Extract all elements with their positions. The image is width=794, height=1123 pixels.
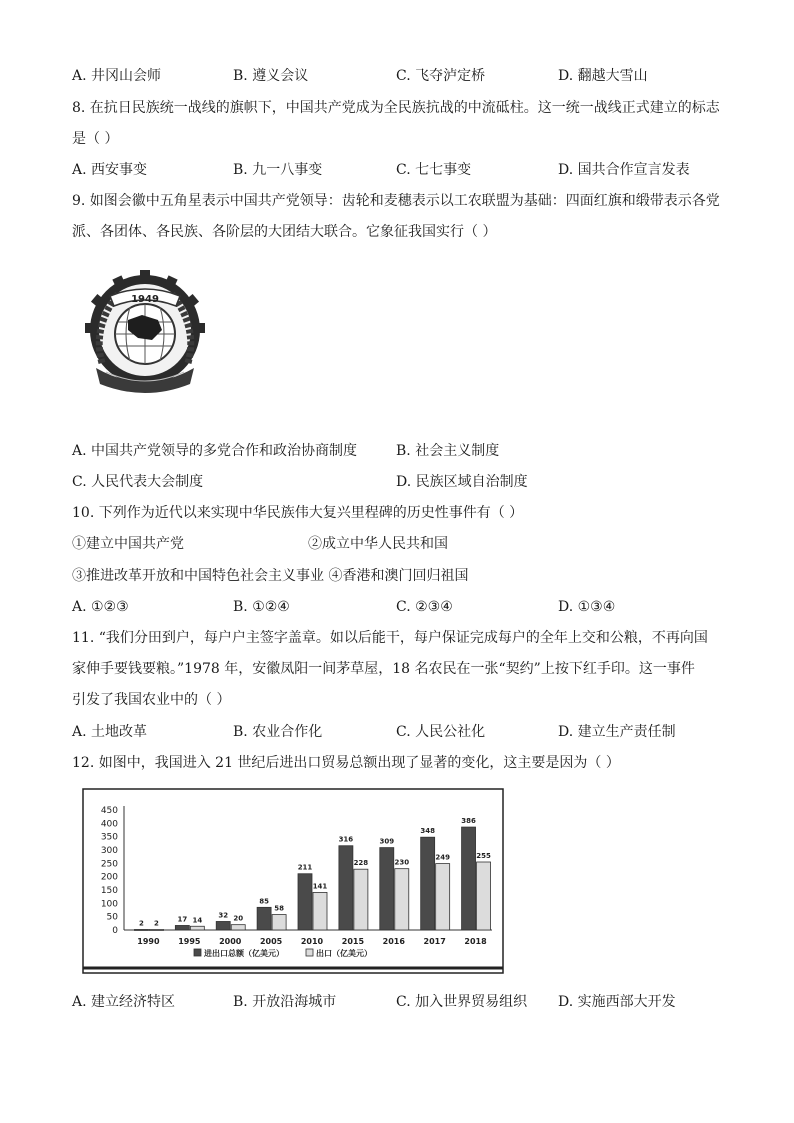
q8-option-c: C. 七七事变 bbox=[396, 162, 472, 178]
q7-option-a: A. 井冈山会师 bbox=[72, 68, 162, 84]
q11-option-c: C. 人民公社化 bbox=[396, 724, 486, 740]
q10-option-d: D. ①③④ bbox=[558, 599, 616, 615]
bar-total bbox=[462, 827, 476, 930]
q11-option-d: D. 建立生产责任制 bbox=[558, 724, 676, 740]
bar-total bbox=[339, 846, 353, 930]
q10-option-a: A. ①②③ bbox=[72, 599, 129, 615]
data-label: 14 bbox=[192, 916, 203, 925]
trade-bar-chart bbox=[82, 788, 504, 974]
q9-option-d: D. 民族区域自治制度 bbox=[396, 474, 528, 490]
bar-export bbox=[313, 892, 327, 930]
data-label: 20 bbox=[233, 914, 244, 923]
q9-option-c: C. 人民代表大会制度 bbox=[72, 474, 204, 490]
data-label: 249 bbox=[435, 853, 450, 862]
data-label: 32 bbox=[218, 911, 229, 920]
q9-option-a: A. 中国共产党领导的多党合作和政治协商制度 bbox=[72, 443, 358, 459]
q8-option-a: A. 西安事变 bbox=[72, 162, 148, 178]
q7-option-d: D. 翻越大雪山 bbox=[558, 68, 648, 84]
legend-label: 进出口总额（亿美元） bbox=[204, 949, 284, 958]
bar-total bbox=[175, 925, 189, 930]
bar-export bbox=[436, 864, 450, 930]
q10-stem: 10. 下列作为近代以来实现中华民族伟大复兴里程碑的历史性事件有（ ） bbox=[72, 505, 524, 521]
y-tick-label: 300 bbox=[100, 846, 118, 856]
q10-item-3-4: ③推进改革开放和中国特色社会主义事业 ④香港和澳门回归祖国 bbox=[72, 568, 469, 584]
bar-total bbox=[134, 929, 148, 930]
q12-option-b: B. 开放沿海城市 bbox=[233, 994, 337, 1010]
q11-stem-line1: 11. “我们分田到户，每户户主签字盖章。如以后能干，每户保证完成每户的全年上交和公粮，不再向国 bbox=[72, 630, 708, 646]
data-label: 348 bbox=[420, 827, 435, 836]
bar-total bbox=[298, 874, 312, 930]
x-tick-label: 2016 bbox=[382, 937, 405, 946]
data-label: 255 bbox=[476, 852, 491, 860]
y-tick-label: 150 bbox=[100, 886, 118, 896]
x-tick-label: 2010 bbox=[300, 937, 324, 946]
y-tick-label: 100 bbox=[100, 899, 118, 910]
bar-export bbox=[272, 915, 286, 930]
emblem-year: 1949 bbox=[131, 294, 159, 305]
legend-swatch bbox=[194, 949, 201, 956]
q10-item-1: ①建立中国共产党 bbox=[72, 536, 184, 552]
bar-total bbox=[421, 837, 435, 930]
q11-option-b: B. 农业合作化 bbox=[233, 724, 323, 740]
q9-option-b: B. 社会主义制度 bbox=[396, 443, 500, 459]
q8-option-b: B. 九一八事变 bbox=[233, 162, 323, 178]
y-tick-label: 350 bbox=[100, 832, 118, 843]
bar-export bbox=[395, 869, 409, 930]
y-tick-label: 450 bbox=[100, 806, 118, 816]
bar-total bbox=[216, 921, 230, 930]
y-tick-label: 250 bbox=[100, 859, 118, 870]
q10-option-b: B. ①②④ bbox=[233, 599, 290, 615]
data-label: 17 bbox=[177, 915, 188, 924]
q7-option-c: C. 飞夺泸定桥 bbox=[396, 68, 486, 84]
q7-option-b: B. 遵义会议 bbox=[233, 68, 309, 84]
x-tick-label: 2017 bbox=[423, 937, 446, 946]
x-tick-label: 1990 bbox=[137, 937, 160, 946]
data-label: 2 bbox=[154, 919, 159, 928]
q11-stem-line3: 引发了我国农业中的（ ） bbox=[72, 692, 231, 708]
data-label: 309 bbox=[379, 837, 395, 846]
q8-option-d: D. 国共合作宣言发表 bbox=[558, 162, 690, 178]
q11-option-a: A. 土地改革 bbox=[72, 724, 148, 740]
q11-stem-line2: 家伸手要钱要粮。”1978 年，安徽凤阳一间茅草屋，18 名农民在一张“契约”上按下红手印。这一事件 bbox=[72, 661, 695, 677]
q10-item-2: ②成立中华人民共和国 bbox=[308, 536, 448, 552]
q9-stem-line2: 派、各团体、各民族、各阶层的大团结大联合。它象征我国实行（ ） bbox=[72, 224, 497, 240]
y-tick-label: 200 bbox=[100, 872, 118, 883]
q12-stem: 12. 如图中，我国进入 21 世纪后进出口贸易总额出现了显著的变化，这主要是因为（ ） bbox=[72, 755, 620, 771]
q12-option-d: D. 实施西部大开发 bbox=[558, 994, 676, 1010]
data-label: 58 bbox=[274, 904, 284, 913]
x-tick-label: 1995 bbox=[178, 937, 201, 946]
x-tick-label: 2015 bbox=[341, 937, 365, 946]
data-label: 141 bbox=[312, 882, 328, 891]
bar-export bbox=[477, 862, 491, 930]
q8-stem-line1: 8. 在抗日民族统一战线的旗帜下，中国共产党成为全民族抗战的中流砥柱。这一统一战线正式建立的标志 bbox=[72, 100, 720, 116]
bar-export bbox=[149, 929, 163, 930]
x-tick-label: 2005 bbox=[259, 937, 283, 946]
data-label: 2 bbox=[139, 919, 144, 928]
bar-total bbox=[257, 907, 271, 930]
bar-export bbox=[231, 925, 245, 930]
bar-export bbox=[190, 926, 204, 930]
data-label: 230 bbox=[394, 858, 410, 867]
y-tick-label: 50 bbox=[106, 912, 118, 923]
q8-stem-line2: 是（ ） bbox=[72, 131, 119, 147]
q12-option-c: C. 加入世界贸易组织 bbox=[396, 994, 528, 1010]
data-label: 386 bbox=[461, 817, 476, 826]
q10-option-c: C. ②③④ bbox=[396, 599, 453, 615]
y-tick-label: 400 bbox=[100, 819, 118, 830]
y-tick-label: 0 bbox=[112, 926, 118, 936]
data-label: 316 bbox=[338, 835, 354, 844]
legend-swatch bbox=[306, 949, 313, 956]
x-tick-label: 2018 bbox=[464, 937, 487, 946]
bar-export bbox=[354, 869, 368, 930]
q9-stem-line1: 9. 如图会徽中五角星表示中国共产党领导：齿轮和麦穗表示以工农联盟为基础：四面红旗和缎带表示各党 bbox=[72, 193, 720, 209]
x-tick-label: 2000 bbox=[219, 937, 242, 946]
cppcc-emblem-image bbox=[78, 268, 212, 398]
data-label: 228 bbox=[353, 859, 369, 868]
data-label: 85 bbox=[259, 897, 269, 906]
data-label: 211 bbox=[297, 863, 313, 872]
legend-label: 出口（亿美元） bbox=[316, 949, 372, 958]
q12-option-a: A. 建立经济特区 bbox=[72, 994, 176, 1010]
bar-total bbox=[380, 848, 394, 930]
